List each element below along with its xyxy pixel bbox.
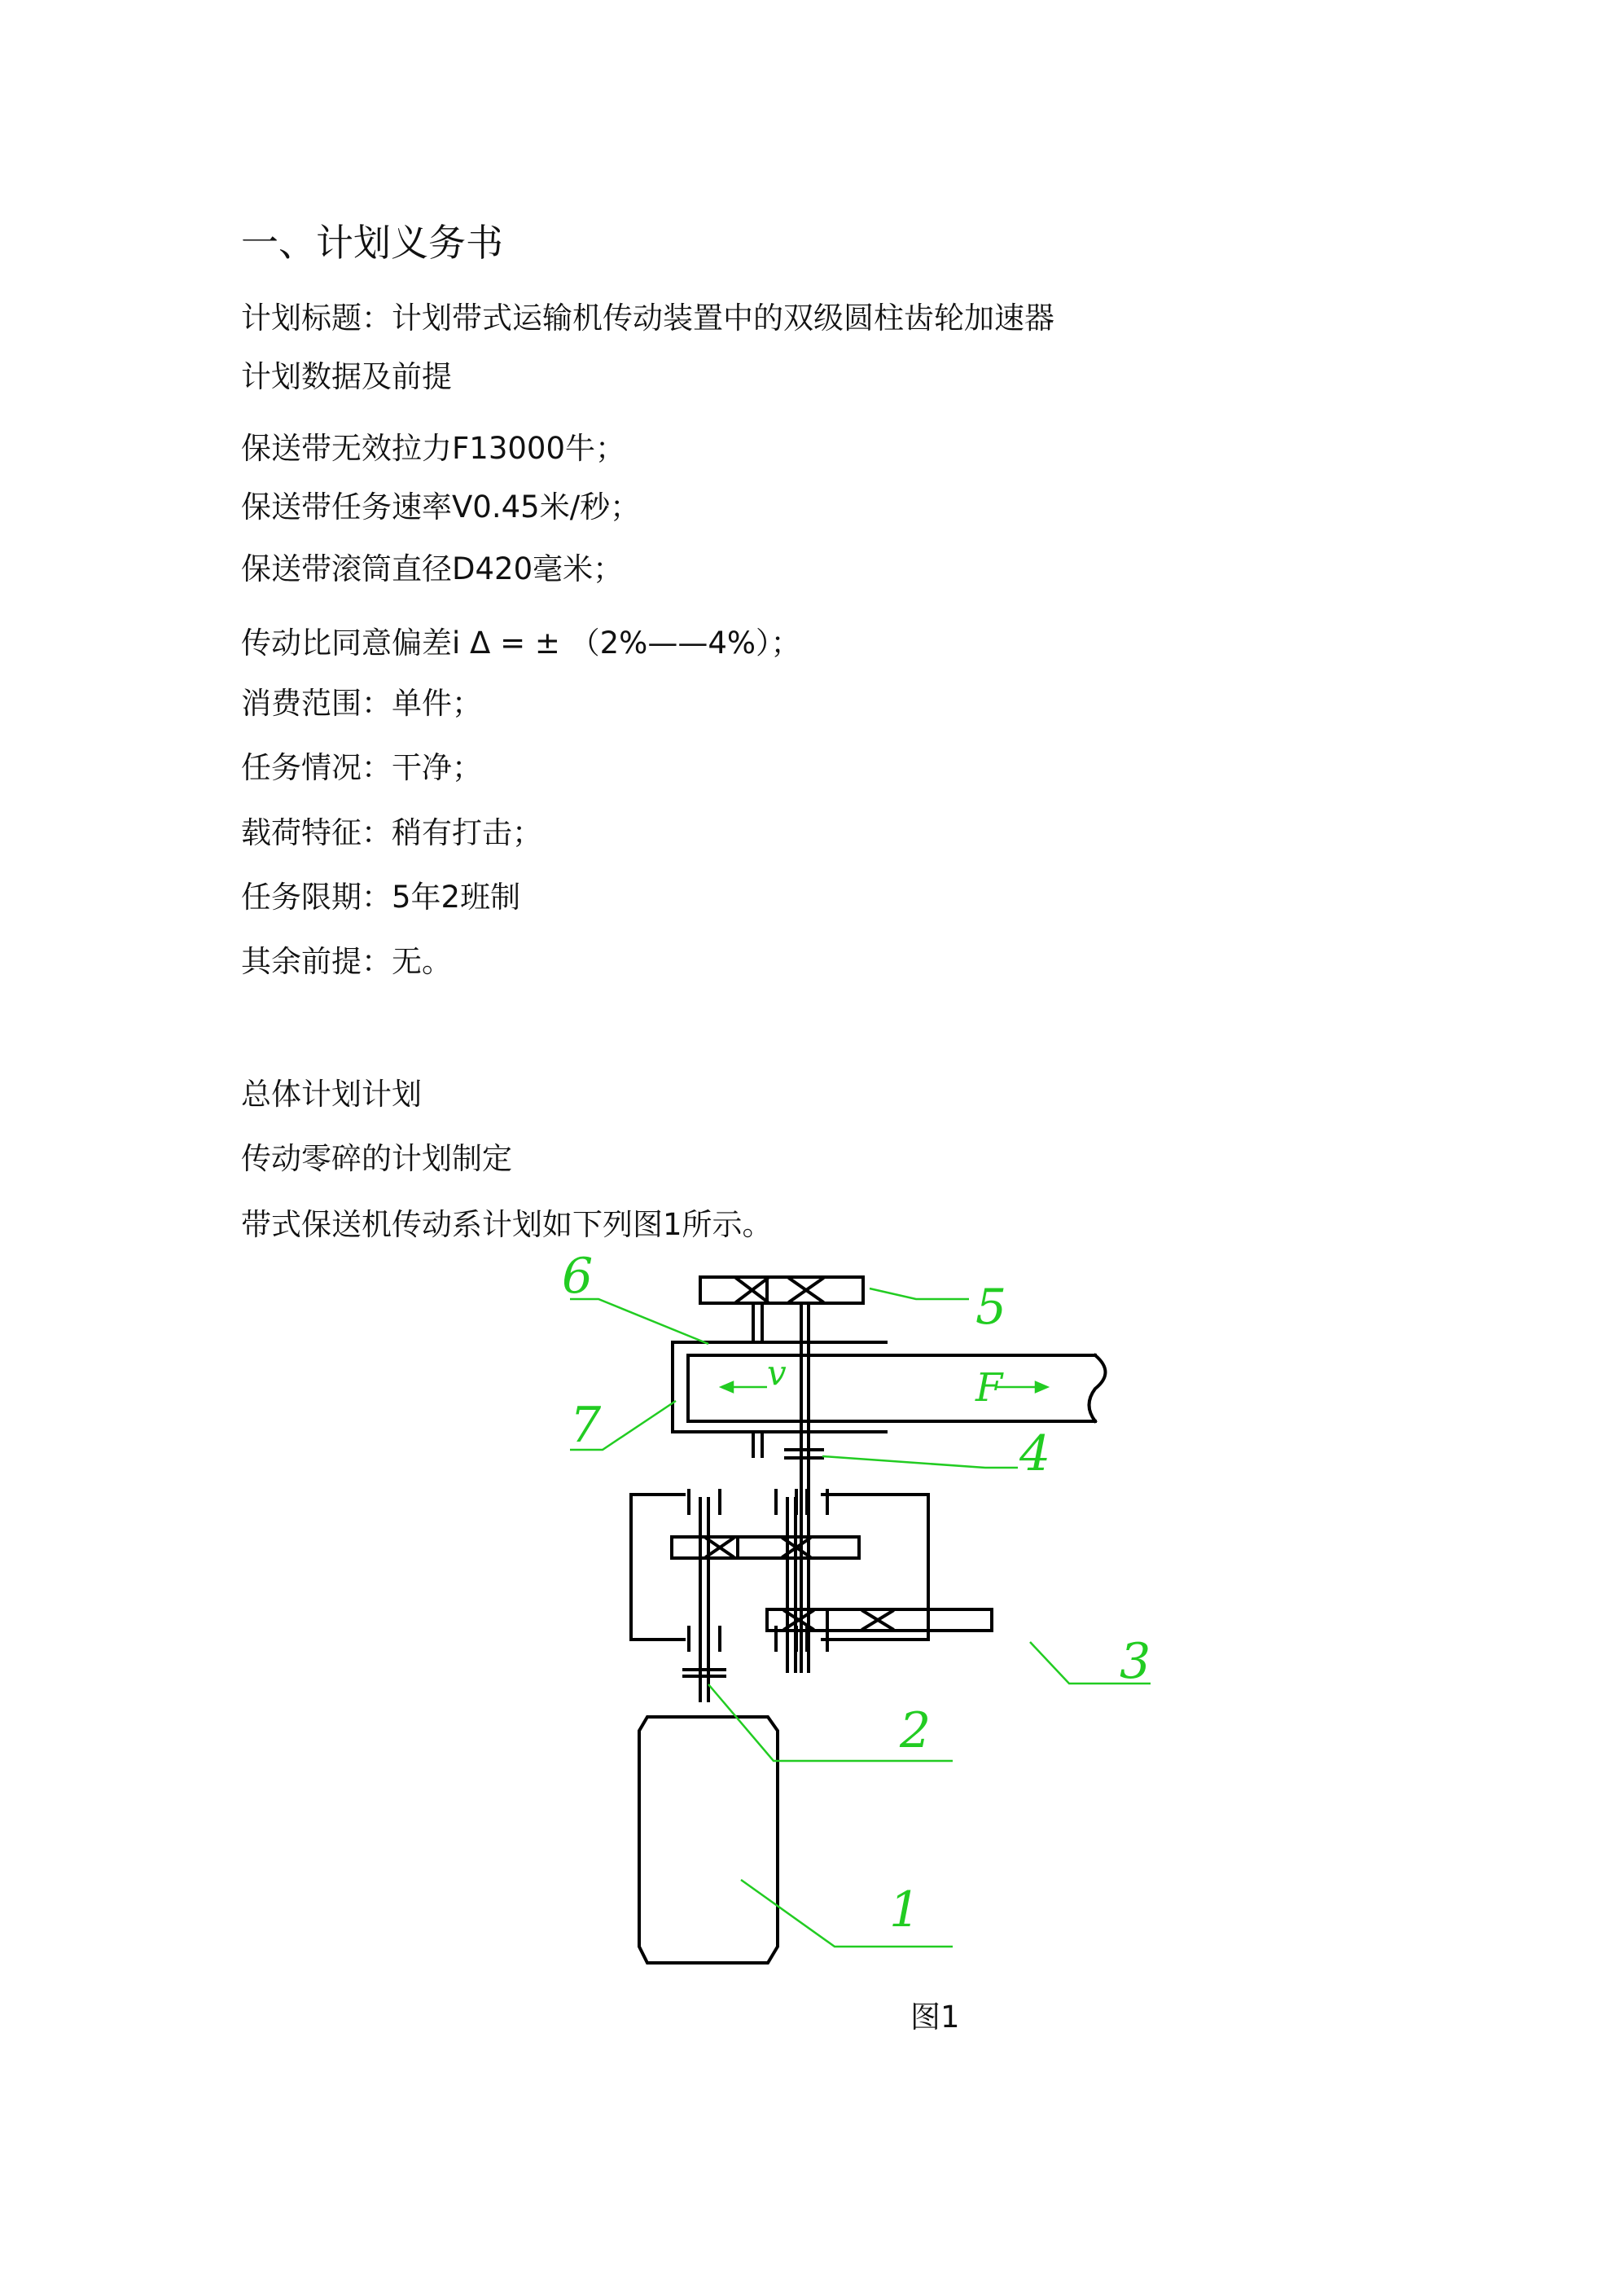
transmission-schematic-diagram [554,1254,1173,1971]
figure-caption: 图1 [910,2000,960,2035]
belt-speed-line: 保送带任务速率V0.45米/秒； [241,489,641,525]
drum-diameter-line: 保送带滚筒直径D420毫米； [241,551,624,586]
figure-label-6: 6 [562,1254,594,1305]
overall-plan-heading: 总体计划计划 [241,1077,422,1112]
figure-label-4: 4 [1019,1425,1051,1482]
figure-label-2: 2 [900,1702,932,1759]
figure-label-5: 5 [975,1279,1007,1336]
ratio-tolerance-line: 传动比同意偏差i Δ = ± （2%——4%）； [241,626,801,661]
figure-label-3: 3 [1120,1633,1151,1690]
figure-label-7: 7 [570,1397,602,1454]
page-heading: 一、计划义务书 [241,221,503,265]
production-scope-line: 消费范围：单件； [241,686,482,721]
other-conditions-line: 其余前提：无。 [241,944,452,979]
force-label: F [975,1365,1003,1411]
figure-intro-line: 带式保送机传动系计划如下列图1所示。 [241,1207,773,1242]
belt-tension-line: 保送带无效拉力F13000牛； [241,431,625,466]
design-title-line: 计划标题：计划带式运输机传动装置中的双级圆柱齿轮加速器 [241,301,1054,336]
transmission-heading: 传动零碎的计划制定 [241,1141,512,1176]
load-character-line: 载荷特征：稍有打击； [241,815,542,850]
figure-label-1: 1 [889,1881,921,1938]
velocity-label: v [767,1353,787,1393]
working-condition-line: 任务情况：干净； [241,750,482,785]
service-life-line: 任务限期：5年2班制 [241,880,521,915]
section-data-heading: 计划数据及前提 [241,359,452,394]
